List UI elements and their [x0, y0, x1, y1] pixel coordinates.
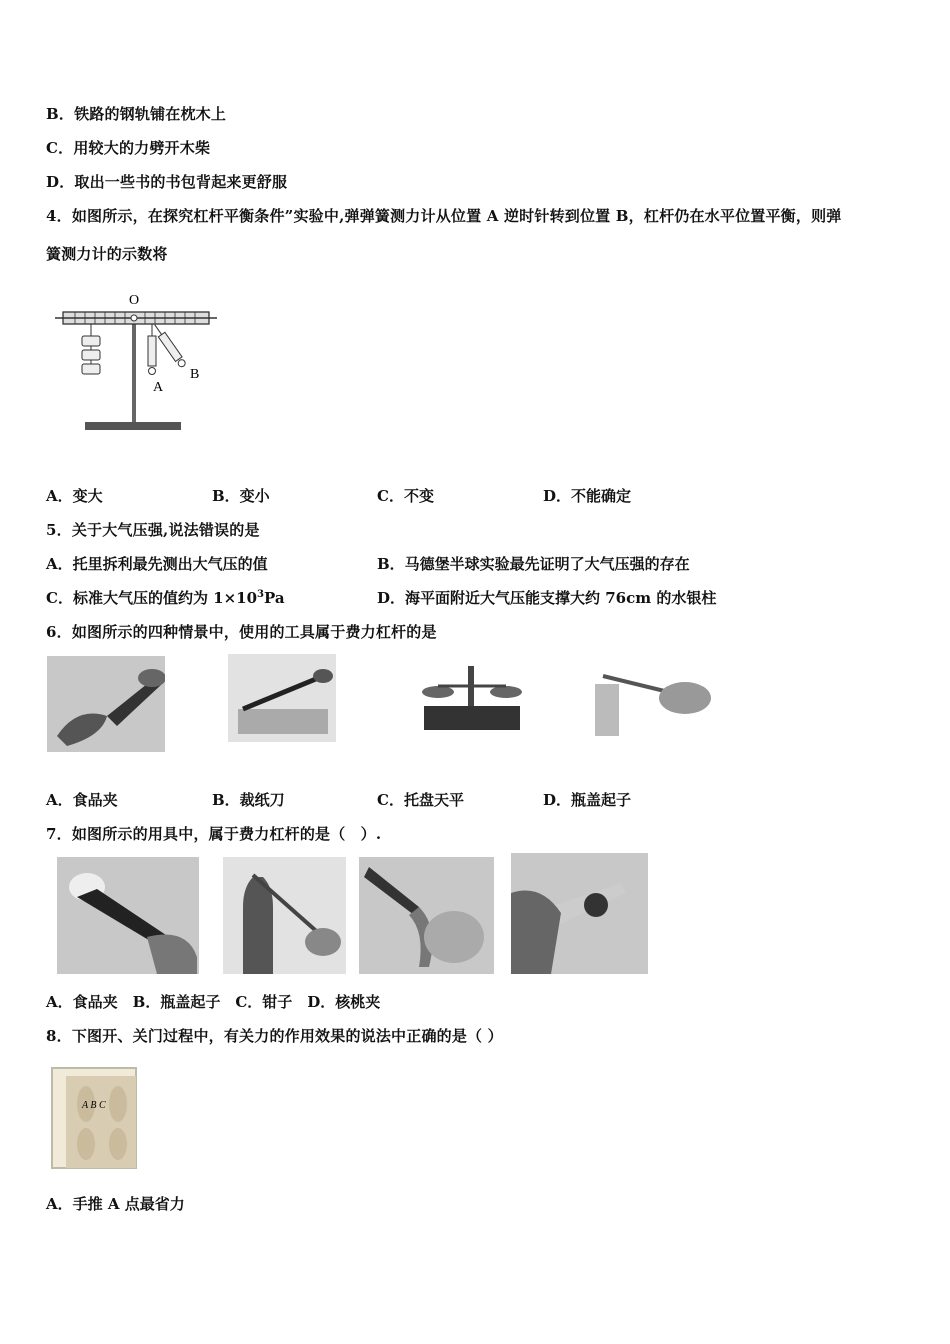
q4-option-c: C．不变: [377, 487, 434, 505]
q6-option-d: D．瓶盖起子: [543, 791, 632, 809]
q3-option-b: B．铁路的钢轨铺在枕木上: [46, 105, 227, 123]
bottle-opener-photo: [585, 656, 717, 736]
q8-option-a: A．手推 A 点最省力: [46, 1195, 185, 1213]
q5-stem: 5．关于大气压强,说法错误的是: [46, 521, 260, 539]
q7-stem: 7．如图所示的用具中，属于费力杠杆的是（ ）.: [46, 825, 382, 843]
q7-options: A．食品夹 B．瓶盖起子 C．钳子 D．核桃夹: [46, 993, 381, 1011]
balance-scale-photo: [416, 656, 528, 734]
lever-experiment-figure: [55, 288, 225, 438]
q6-option-b: B．裁纸刀: [212, 791, 285, 809]
q4-stem-line2: 簧测力计的示数将: [46, 245, 168, 263]
paper-cutter-photo: [228, 654, 336, 742]
q4-option-a: A．变大: [46, 487, 103, 505]
q6-option-c: C．托盘天平: [377, 791, 464, 809]
fig-label-a: A: [153, 380, 164, 395]
q4-option-d: D．不能确定: [543, 487, 632, 505]
q3-option-c: C．用较大的力劈开木柴: [46, 139, 211, 157]
fig-label-o: O: [129, 293, 140, 308]
q4-stem-line1: 4．如图所示，在探究杠杆平衡条件”实验中,弹弹簧测力计从位置 A 逆时针转到位置 B，杠杆仍在水平位置平衡，则弹: [46, 207, 842, 225]
door-photo: [46, 1064, 142, 1173]
q6-stem: 6．如图所示的四种情景中，使用的工具属于费力杠杆的是: [46, 623, 437, 641]
q3-option-d: D．取出一些书的书包背起来更舒服: [46, 173, 288, 191]
q5-option-b: B．马德堡半球实验最先证明了大气压强的存在: [377, 555, 690, 573]
q5-option-c: C．标准大气压的值约为 $1\times 10^3Pa$: [46, 589, 285, 607]
food-tongs-photo: [47, 656, 165, 752]
door-point-labels: A B C: [82, 1100, 106, 1111]
pliers-photo: [359, 857, 494, 974]
q6-option-a: A．食品夹: [46, 791, 118, 809]
bottle-cap-opener-photo: [223, 857, 346, 974]
food-clip-photo: [57, 857, 199, 974]
q5-option-a: A．托里拆利最先测出大气压的值: [46, 555, 268, 573]
q5-option-d: D．海平面附近大气压能支撑大约 76cm 的水银柱: [377, 589, 717, 607]
fig-label-b: B: [190, 367, 200, 382]
q4-option-b: B．变小: [212, 487, 270, 505]
nutcracker-photo: [511, 853, 648, 974]
q8-stem: 8．下图开、关门过程中，有关力的作用效果的说法中正确的是（ ）: [46, 1027, 503, 1045]
